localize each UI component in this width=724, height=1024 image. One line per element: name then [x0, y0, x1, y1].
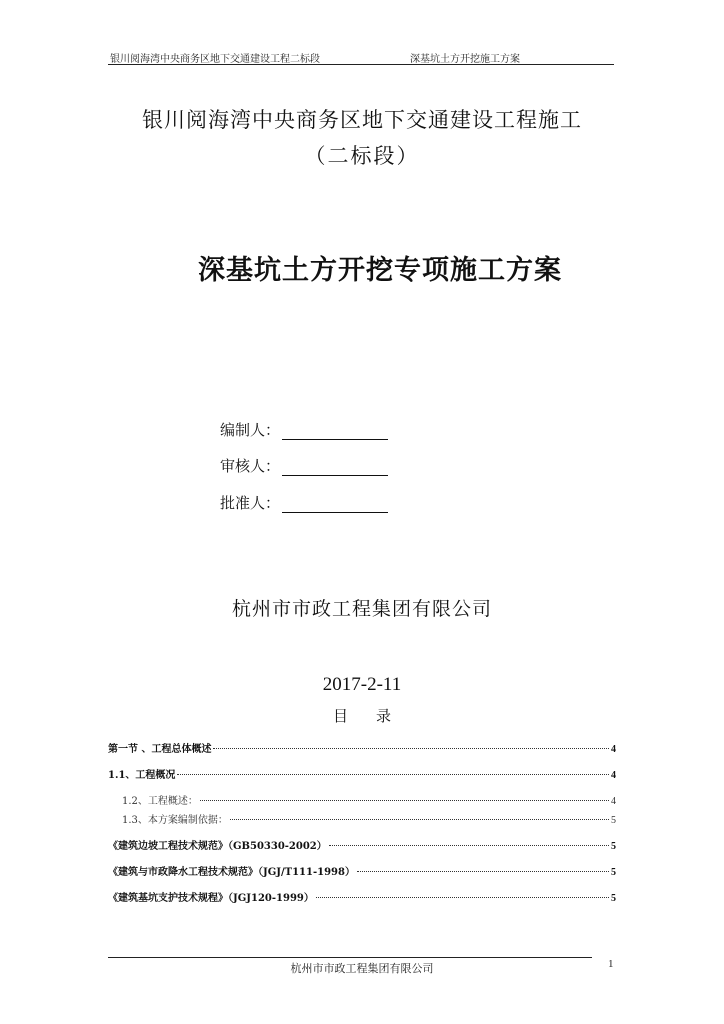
signature-line — [282, 459, 388, 476]
toc-entry-page: 5 — [611, 841, 616, 852]
toc-entry-page: 4 — [611, 770, 616, 781]
toc-leader — [200, 800, 609, 801]
toc-entry[interactable] — [108, 837, 616, 852]
main-title: 深基坑土方开挖专项施工方案 — [198, 255, 562, 286]
company-name: 杭州市市政工程集团有限公司 — [231, 598, 492, 620]
footer-divider — [108, 957, 592, 958]
header-divider — [108, 64, 614, 65]
toc-leader — [329, 845, 609, 846]
toc-leader — [177, 774, 609, 775]
toc-entry-page: 5 — [611, 867, 616, 878]
toc-entry-text: 《建筑与市政降水工程技术规范》（JGJ/T111-1998） — [108, 867, 355, 878]
signature-label: 批准人： — [220, 494, 281, 512]
footer-company: 杭州市市政工程集团有限公司 — [290, 962, 434, 975]
signature-label: 编制人： — [220, 421, 281, 439]
signature-approver — [220, 491, 388, 513]
toc-entry[interactable] — [108, 889, 616, 904]
toc-entry-text: 《建筑边坡工程技术规范》（GB50330-2002） — [108, 841, 327, 852]
signature-reviewer — [220, 454, 388, 476]
toc-entry[interactable] — [108, 766, 616, 781]
toc-entry-page: 4 — [611, 796, 616, 807]
toc-entry[interactable] — [122, 811, 616, 826]
signature-compiler — [220, 418, 388, 440]
toc-leader — [230, 819, 609, 820]
toc-entry[interactable] — [108, 863, 616, 878]
document-date: 2017-2-11 — [322, 674, 402, 695]
toc-entry-text: 1.2、工程概述： — [122, 796, 198, 807]
toc-leader — [357, 871, 609, 872]
toc-entry-page: 5 — [611, 815, 616, 826]
signature-line — [282, 496, 388, 513]
toc-entry[interactable] — [108, 740, 616, 755]
toc-entry-text: 1.3、本方案编制依据： — [122, 815, 228, 826]
cover-title-line2: （二标段） — [304, 144, 420, 168]
signature-label: 审核人： — [220, 457, 281, 475]
toc-leader — [316, 897, 609, 898]
toc-entry-page: 5 — [611, 893, 616, 904]
toc-entry-text: 第一节 、工程总体概述 — [108, 744, 212, 755]
page-number: 1 — [608, 958, 614, 970]
toc-leader — [213, 748, 609, 749]
header-project-name: 银川阅海湾中央商务区地下交通建设工程二标段 — [110, 54, 320, 65]
signature-line — [282, 423, 388, 440]
header-document-title: 深基坑土方开挖施工方案 — [410, 54, 520, 65]
toc-entry-page: 4 — [611, 744, 616, 755]
toc-title: 目录 — [332, 707, 419, 725]
cover-title-line1: 银川阅海湾中央商务区地下交通建设工程施工 — [142, 108, 582, 132]
toc-entry-text: 1.1、工程概况 — [108, 770, 176, 781]
toc-entry-text: 《建筑基坑支护技术规程》（JGJ120-1999） — [108, 893, 314, 904]
toc-entry[interactable] — [122, 792, 616, 807]
